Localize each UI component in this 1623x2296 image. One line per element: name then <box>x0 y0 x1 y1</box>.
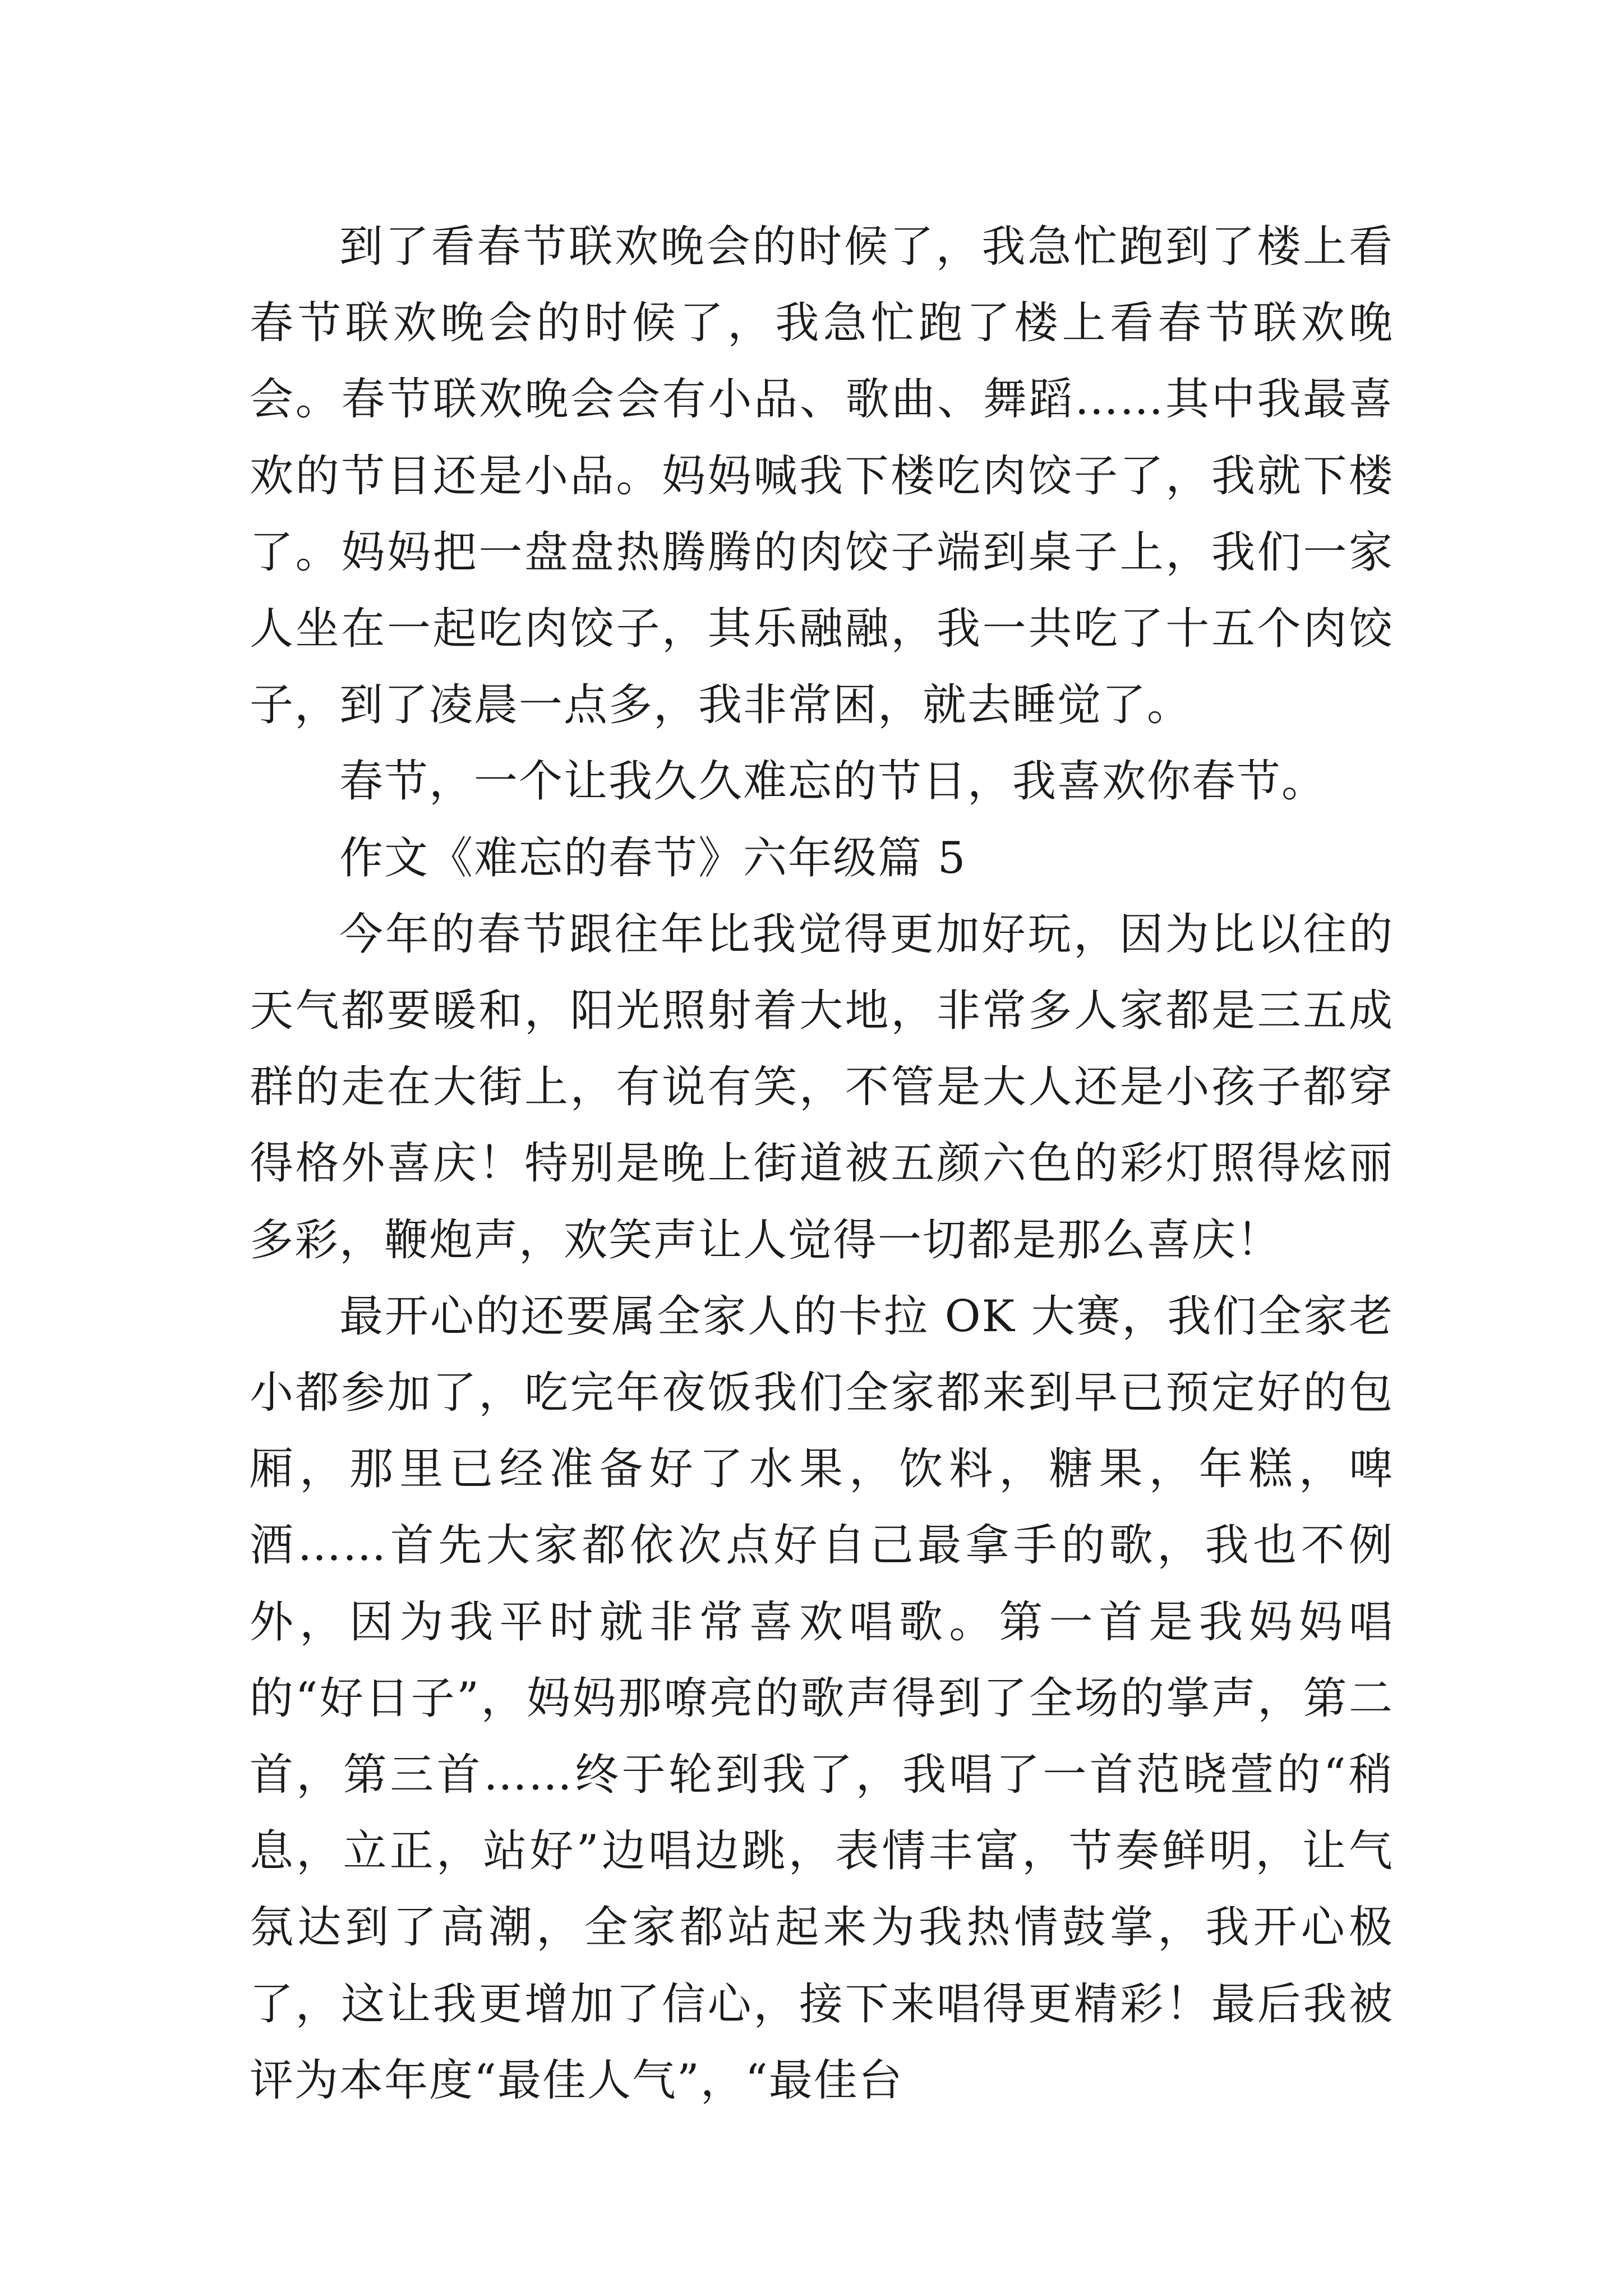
paragraph-this-year-festival: 今年的春节跟往年比我觉得更加好玩，因为比以往的天气都要暖和，阳光照射着大地，非常多人家都是三五成群的走在大街上，有说有笑，不管是大人还是小孩子都穿得格外喜庆！特别是晚上街道被五颜六色的彩灯照得炫丽多彩，鞭炮声，欢笑声让人觉得一切都是那么喜庆！ <box>250 909 1394 1266</box>
section-title: 作文《难忘的春节》六年级篇 5 <box>339 832 967 884</box>
document-body <box>250 209 1394 2119</box>
paragraph-karaoke-contest: 最开心的还要属全家人的卡拉 OK 大赛，我们全家老小都参加了，吃完年夜饭我们全家都来到早已预定好的包厢，那里已经准备好了水果，饮料，糖果，年糕，啤酒……首先大家都依次点好自己最拿手的歌，我也不例外，因为我平时就非常喜欢唱歌。第一首是我妈妈唱的“好日子”，妈妈那嘹亮的歌声得到了全场的掌声，第二首，第三首……终于轮到我了，我唱了一首范晓萱的“稍息，立正，站好”边唱边跳，表情丰富，节奏鲜明，让气氛达到了高潮，全家都站起来为我热情鼓掌，我开心极了，这让我更增加了信心，接下来唱得更精彩！最后我被评为本年度“最佳人气”，“最佳台 <box>250 1291 1394 2106</box>
paragraph-closing-sentence: 春节，一个让我久久难忘的节日，我喜欢你春节。 <box>339 756 1327 807</box>
paragraph-spring-festival-gala: 到了看春节联欢晚会的时候了，我急忙跑到了楼上看春节联欢晚会的时候了，我急忙跑了楼上看春节联欢晚会。春节联欢晚会会有小品、歌曲、舞蹈……其中我最喜欢的节目还是小品。妈妈喊我下楼吃肉饺子了，我就下楼了。妈妈把一盘盘热腾腾的肉饺子端到桌子上，我们一家人坐在一起吃肉饺子，其乐融融，我一共吃了十五个肉饺子，到了凌晨一点多，我非常困，就去睡觉了。 <box>250 222 1394 731</box>
